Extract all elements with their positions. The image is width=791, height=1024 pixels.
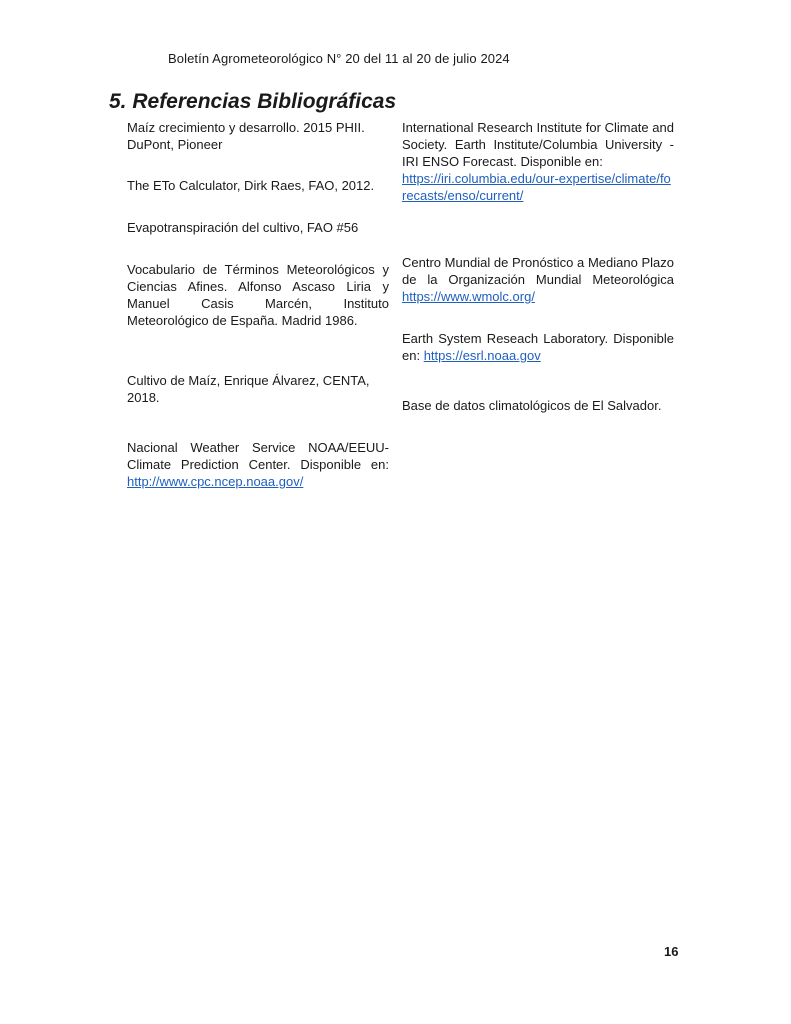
- reference-item: [402, 119, 674, 204]
- reference-text: Earth System Reseach Laboratory. Disponible en:: [402, 331, 674, 363]
- reference-item: [127, 119, 389, 153]
- reference-text: Base de datos climatológicos de El Salvador.: [402, 398, 662, 413]
- reference-text: Centro Mundial de Pronóstico a Mediano Plazo de la Organización Mundial Meteorológica: [402, 255, 674, 287]
- reference-text: International Research Institute for Climate and Society. Earth Institute/Columbia University - IRI ENSO Forecast. Disponible en:: [402, 120, 674, 169]
- page-number: 16: [664, 944, 679, 959]
- reference-text: Cultivo de Maíz, Enrique Álvarez, CENTA, 2018.: [127, 373, 370, 405]
- reference-item: [127, 219, 389, 236]
- reference-item: [402, 330, 674, 364]
- reference-item: [127, 261, 389, 329]
- reference-text: Nacional Weather Service NOAA/EEUU-Climate Prediction Center. Disponible en:: [127, 440, 389, 472]
- reference-link[interactable]: http://www.cpc.ncep.noaa.gov/: [127, 474, 304, 489]
- reference-item: [127, 177, 389, 194]
- reference-text: Maíz crecimiento y desarrollo. 2015 PHII. DuPont, Pioneer: [127, 120, 365, 152]
- reference-text: Vocabulario de Términos Meteorológicos y Ciencias Afines. Alfonso Ascaso Liria y Manuel Casis Marcén, Instituto Meteorológico de España. Madrid 1986.: [127, 262, 389, 328]
- reference-text: Evapotranspiración del cultivo, FAO #56: [127, 220, 359, 235]
- reference-link[interactable]: https://esrl.noaa.gov: [423, 348, 541, 363]
- reference-text: The ETo Calculator, Dirk Raes, FAO, 2012.: [127, 178, 375, 193]
- reference-item: [127, 439, 389, 490]
- section-title: 5. Referencias Bibliográficas: [109, 90, 397, 113]
- reference-link[interactable]: https://www.wmolc.org/: [402, 289, 535, 304]
- reference-item: [127, 372, 389, 406]
- reference-item: [402, 254, 674, 305]
- page-header: Boletín Agrometeorológico N° 20 del 11 al 20 de julio 2024: [168, 51, 510, 66]
- reference-link[interactable]: https://iri.columbia.edu/our-expertise/climate/forecasts/enso/current/: [402, 171, 671, 203]
- reference-item: [402, 397, 674, 414]
